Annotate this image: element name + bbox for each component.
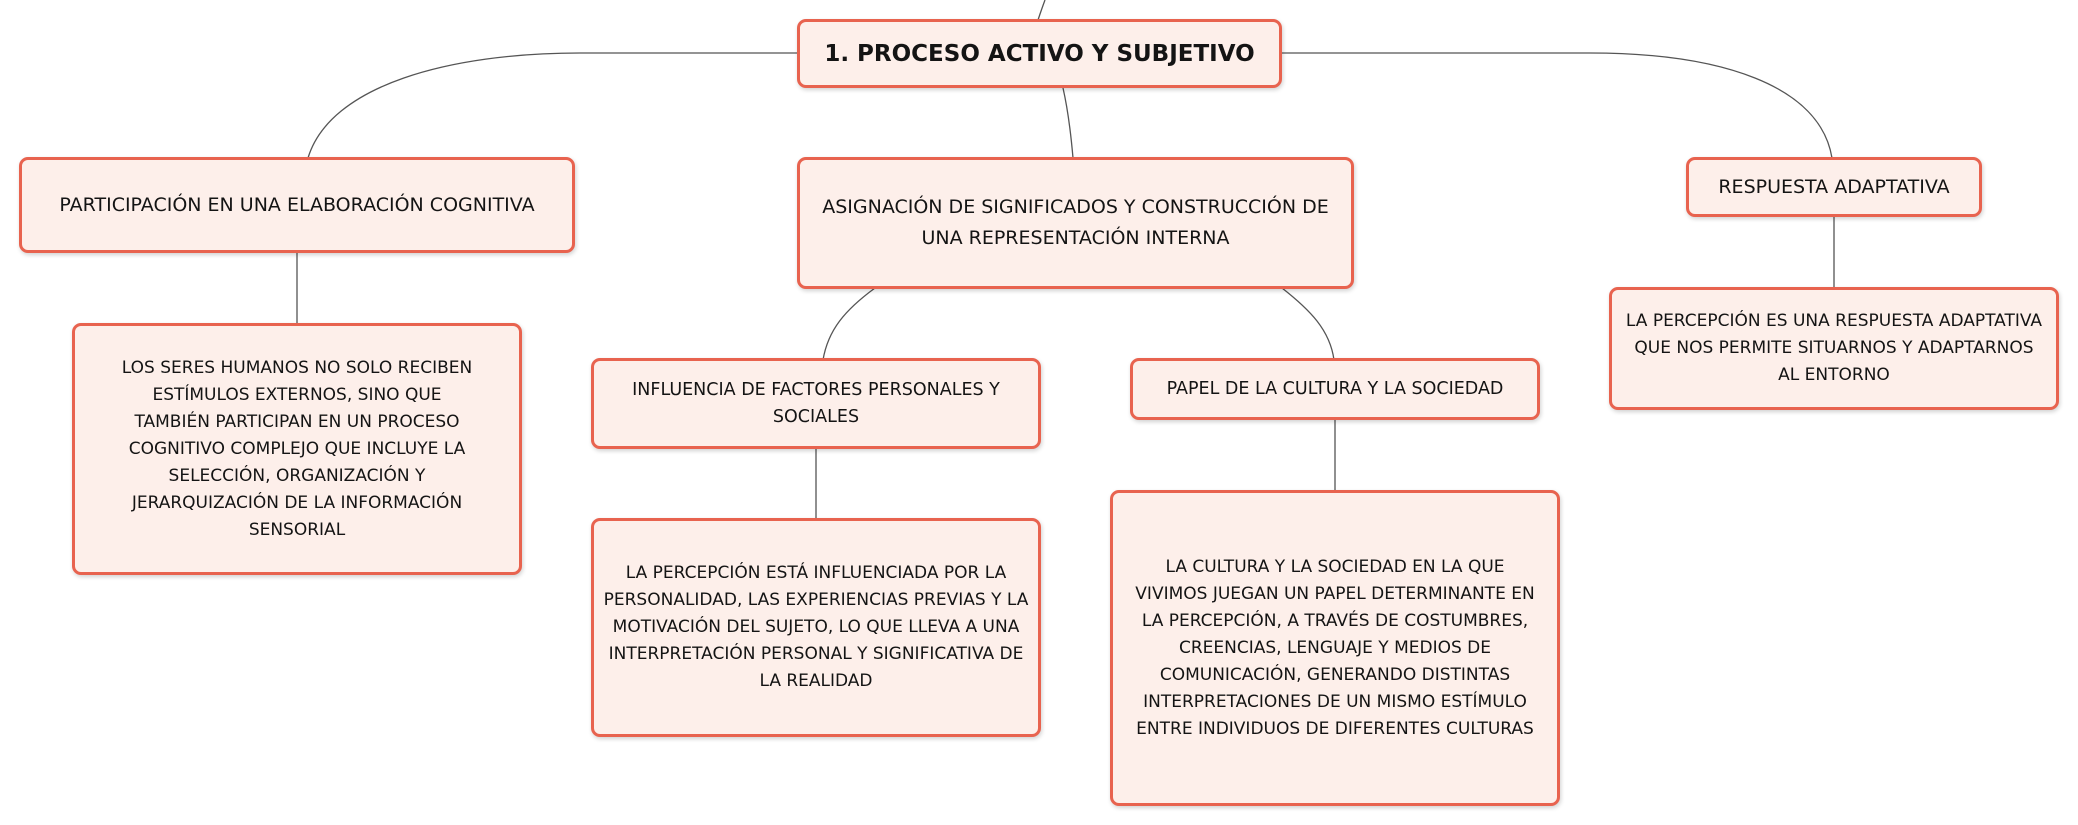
connector-root-adaptativa bbox=[1282, 53, 1832, 158]
node-label: RESPUESTA ADAPTATIVA bbox=[1718, 175, 1950, 198]
node-label: LA PERCEPCIÓN ES UNA RESPUESTA ADAPTATIVA QUE NOS PERMITE SITUARNOS Y ADAPTARNOS AL ENTORNO bbox=[1625, 311, 2043, 385]
node-factores-personales[interactable] bbox=[591, 358, 1041, 449]
connector-parent-edge bbox=[1038, 0, 1045, 20]
root-node[interactable] bbox=[797, 19, 1282, 88]
connector-root-significados bbox=[1063, 88, 1073, 158]
node-factores-personales-detalle[interactable] bbox=[591, 518, 1041, 737]
connector-significados-cultura bbox=[1282, 288, 1334, 360]
node-label: PARTICIPACIÓN EN UNA ELABORACIÓN COGNITIVA bbox=[59, 193, 535, 216]
node-label: PAPEL DE LA CULTURA Y LA SOCIEDAD bbox=[1166, 378, 1504, 399]
root-node-label: 1. PROCESO ACTIVO Y SUBJETIVO bbox=[824, 40, 1255, 67]
connector-root-cognitiva bbox=[308, 53, 797, 158]
connector-significados-factores bbox=[823, 288, 875, 360]
node-label: LA PERCEPCIÓN ESTÁ INFLUENCIADA POR LA PERSONALIDAD, LAS EXPERIENCIAS PREVIAS Y LA MOTIVACIÓN DEL SUJETO, LO QUE LLEVA A UNA INTERPRETACIÓN PERSONAL Y SIGNIFICATIVA DE LA REALIDAD bbox=[603, 563, 1029, 691]
node-elaboracion-cognitiva[interactable] bbox=[19, 157, 575, 253]
node-respuesta-adaptativa-detalle[interactable] bbox=[1609, 287, 2059, 410]
node-label: ASIGNACIÓN DE SIGNIFICADOS Y CONSTRUCCIÓN DE UNA REPRESENTACIÓN INTERNA bbox=[822, 196, 1329, 249]
node-label: INFLUENCIA DE FACTORES PERSONALES Y SOCIALES bbox=[632, 379, 1000, 427]
node-elaboracion-cognitiva-detalle[interactable] bbox=[72, 323, 522, 575]
node-cultura-sociedad-detalle[interactable] bbox=[1110, 490, 1560, 806]
node-asignacion-significados[interactable] bbox=[797, 157, 1354, 289]
node-label: LA CULTURA Y LA SOCIEDAD EN LA QUE VIVIMOS JUEGAN UN PAPEL DETERMINANTE EN LA PERCEPCIÓN, A TRAVÉS DE COSTUMBRES, CREENCIAS, LENGUAJE Y MEDIOS DE COMUNICACIÓN, GENERANDO DISTINTAS INTERPRETACIONES DE UN MISMO ESTÍMULO ENTRE INDIVIDUOS DE DIFERENTES CULTURAS bbox=[1135, 556, 1535, 739]
node-cultura-sociedad[interactable] bbox=[1130, 358, 1540, 420]
node-respuesta-adaptativa[interactable] bbox=[1686, 157, 1982, 217]
node-label: LOS SERES HUMANOS NO SOLO RECIBEN ESTÍMULOS EXTERNOS, SINO QUE TAMBIÉN PARTICIPAN EN UN PROCESO COGNITIVO COMPLEJO QUE INCLUYE LA SELECCIÓN, ORGANIZACIÓN Y JERARQUIZACIÓN DE LA INFORMACIÓN SENSORIAL bbox=[121, 357, 473, 540]
